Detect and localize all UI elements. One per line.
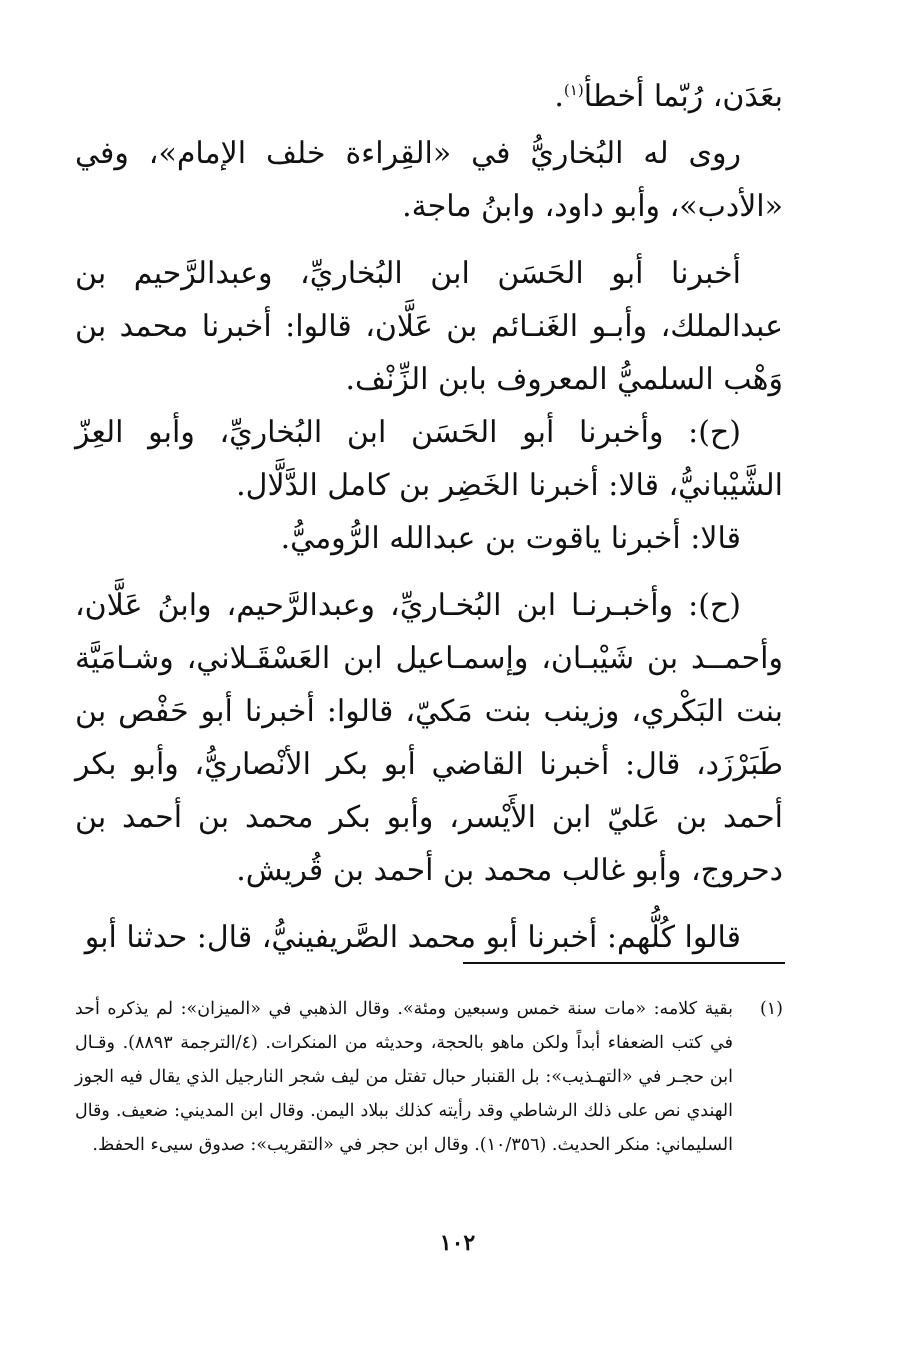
footnote-reference: (١): [563, 81, 584, 99]
footnote-separator: [463, 962, 785, 964]
paragraph-1-text: بعَدَن، رُبّما أخطأ: [583, 79, 783, 114]
main-text: [75, 70, 783, 964]
footnotes: [75, 992, 783, 1162]
paragraph-3: أخبرنا أبو الحَسَن ابن البُخاريِّ، وعبدالرَّحيم بن عبدالملك، وأبـو الغَنـائم بن عَلَّان، قالوا: أخبرنا محمد بن وَهْب السلميُّ المعروف بابن الزِّنْف.: [75, 256, 783, 397]
paragraph-2: روى له البُخاريُّ في «القِراءة خلف الإمام»، وفي «الأدب»، وأبو داود، وابنُ ماجة.: [75, 136, 783, 224]
paragraph-6: (ح): وأخبـرنـا ابن البُخـاريِّ، وعبدالرَّحيم، وابنُ عَلَّان، وأحمــد بن شَيْبـان، وإسمـاعيل ابن العَسْقَـلاني، وشـامَيَّة بنت البَكْري، وزينب بنت مَكيّ، قالوا: أخبرنا أبو حَفْص بن طَبَرْزَد، قال: أخبرنا القاضي أبو بكر الأنْصاريُّ، وأبو بكر أحمد بن عَليّ ابن الأَيْسر، وأبو بكر محمد بن أحمد بن دحروج، وأبو غالب محمد بن أحمد بن قُريش.: [75, 588, 783, 888]
paragraph-5: قالا: أخبرنا ياقوت بن عبدالله الرُّوميُّ.: [280, 521, 741, 556]
footnote-number: (١): [759, 999, 783, 1019]
paragraph-1: [75, 70, 783, 123]
paragraph-4: (ح): وأخبرنا أبو الحَسَن ابن البُخاريِّ، وأبو العِزّ الشَّيْبانيُّ، قالا: أخبرنا الخَضِر بن كامل الدَّلَّال.: [75, 415, 783, 503]
page-number: ١٠٢: [439, 1230, 476, 1256]
footnote-text: بقية كلامه: «مات سنة خمس وسبعين ومئة». وقال الذهبي في «الميزان»: لم يذكره أحد في كتب الضعفاء أبداً ولكن ماهو بالحجة، وحديثه من المنكرات. (٤/الترجمة ٨٨٩٣). وقـال ابن حجـر في «التهـذيب»: بل القنبار حبال تفتل من ليف شجر النارجيل الذي يقال فيه الجوز الهندي نص على ذلك الرشاطي وقد رأيته كذلك ببلاد اليمن. وقال ابن المديني: ضعيف. وقال السليماني: منكر الحديث. (١٠/٣٥٦). وقال ابن حجر في «التقريب»: صدوق سيىء الحفظ.: [75, 999, 733, 1155]
footnote-item: [75, 992, 783, 1162]
paragraph-7: قالوا كُلُّهم: أخبرنا أبو محمد الصَّريفينيُّ، قال: حدثنا أبو: [84, 920, 741, 955]
paragraph-1-end: .: [554, 79, 564, 114]
